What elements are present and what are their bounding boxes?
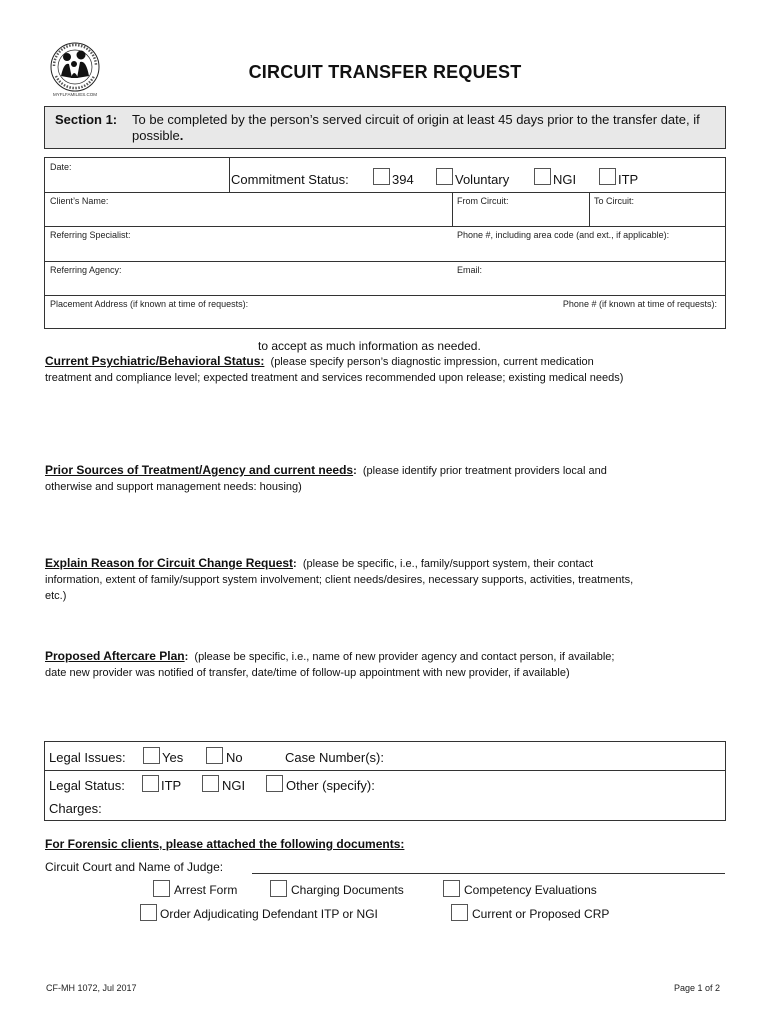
arrest-form-label: Arrest Form <box>174 883 238 897</box>
referring-specialist-field[interactable] <box>45 226 452 261</box>
legal-info-box <box>44 741 726 821</box>
legal-issues-yes-label: Yes <box>162 750 184 765</box>
competency-evaluations-label: Competency Evaluations <box>464 883 597 897</box>
from-circuit-label: From Circuit: <box>457 196 509 206</box>
judge-underline <box>252 873 725 874</box>
judge-label: Circuit Court and Name of Judge: <box>45 860 224 874</box>
psych-status-section: Current Psychiatric/Behavioral Status: (please specify person’s diagnostic impression, current medication treatment and compliance level; expected treatment and services recommended upon release; existing medical needs) <box>45 354 624 384</box>
legal-status-label: Legal Status: <box>49 778 125 793</box>
legal-issues-yes-checkbox[interactable] <box>143 747 160 764</box>
placement-address-label: Placement Address (if known at time of requests): <box>50 299 249 309</box>
phone-field[interactable] <box>452 226 725 261</box>
charging-documents-label: Charging Documents <box>291 883 404 897</box>
referring-agency-label: Referring Agency: <box>50 265 122 275</box>
arrest-form-checkbox[interactable] <box>153 880 170 897</box>
phone-label: Phone #, including area code (and ext., if applicable): <box>457 230 670 240</box>
form-id: CF-MH 1072, Jul 2017 <box>46 983 137 993</box>
placement-phone-field[interactable] <box>525 295 725 329</box>
from-circuit-field[interactable] <box>452 192 589 226</box>
judge-field[interactable] <box>252 856 725 873</box>
charges-field[interactable] <box>115 796 720 820</box>
legal-status-ngi-label: NGI <box>222 778 246 793</box>
section1-instructions: To be completed by the person’s served circuit of origin at least 45 days prior to the transfer date, if possible. <box>132 112 700 143</box>
legal-status-other-label: Other (specify): <box>286 778 375 793</box>
to-circuit-label: To Circuit: <box>594 196 635 206</box>
legal-status-other-checkbox[interactable] <box>266 775 283 792</box>
client-name-label: Client’s Name: <box>50 196 109 206</box>
commitment-ngi-checkbox[interactable] <box>534 168 551 185</box>
placement-phone-label: Phone # (if known at time of requests): <box>562 299 717 309</box>
client-info-grid <box>44 157 726 329</box>
charging-documents-checkbox[interactable] <box>270 880 287 897</box>
psych-status-heading: Current Psychiatric/Behavioral Status: <box>45 354 265 368</box>
commitment-394-checkbox[interactable] <box>373 168 390 185</box>
legal-status-ngi-checkbox[interactable] <box>202 775 219 792</box>
current-crp-checkbox[interactable] <box>451 904 468 921</box>
logo-url: MYFLFAMILIES.COM <box>52 92 98 97</box>
prior-treatment-response-area[interactable] <box>44 498 726 553</box>
date-field[interactable] <box>45 158 229 192</box>
order-adjudicating-checkbox[interactable] <box>140 904 157 921</box>
competency-evaluations-checkbox[interactable] <box>443 880 460 897</box>
psych-status-response-area[interactable] <box>44 390 726 458</box>
date-label: Date: <box>50 162 72 172</box>
charges-label: Charges: <box>49 801 102 816</box>
legal-issues-label: Legal Issues: <box>49 750 126 765</box>
commitment-status-label: Commitment Status: <box>231 172 349 187</box>
commitment-itp-checkbox[interactable] <box>599 168 616 185</box>
transfer-reason-heading: Explain Reason for Circuit Change Request <box>45 556 294 570</box>
current-crp-label: Current or Proposed CRP <box>472 907 610 921</box>
referring-agency-field[interactable] <box>45 261 452 295</box>
transfer-reason-section: Explain Reason for Circuit Change Request: (please be specific, i.e., family/support system, their contact information, extent of family/support system involvement; client needs/desires, necessary supports, activities, treatments, etc.) <box>45 556 634 602</box>
aftercare-plan-response-area[interactable] <box>44 684 726 736</box>
forensic-heading: For Forensic clients, please attached the following documents: <box>45 837 405 851</box>
client-name-field[interactable] <box>45 192 452 226</box>
legal-status-itp-label: ITP <box>161 778 182 793</box>
page-number: Page 1 of 2 <box>673 983 720 993</box>
aftercare-plan-heading: Proposed Aftercare Plan <box>45 649 185 663</box>
legal-issues-no-label: No <box>226 750 243 765</box>
transfer-reason-response-area[interactable] <box>44 606 726 644</box>
order-adjudicating-label: Order Adjudicating Defendant ITP or NGI <box>160 907 378 921</box>
accept-note: to accept as much information as needed. <box>258 339 481 353</box>
prior-treatment-section: Prior Sources of Treatment/Agency and current needs: (please identify prior treatment providers local and otherwise and support management needs: housing) <box>45 463 607 493</box>
legal-status-other-field[interactable] <box>390 772 720 794</box>
commitment-ngi-label: NGI <box>553 172 577 187</box>
email-label: Email: <box>457 265 483 275</box>
page-title: CIRCUIT TRANSFER REQUEST <box>248 62 522 82</box>
referring-specialist-label: Referring Specialist: <box>50 230 131 240</box>
legal-status-itp-checkbox[interactable] <box>142 775 159 792</box>
commitment-394-label: 394 <box>392 172 414 187</box>
commitment-voluntary-checkbox[interactable] <box>436 168 453 185</box>
section1-banner <box>44 106 726 149</box>
legal-issues-no-checkbox[interactable] <box>206 747 223 764</box>
commitment-voluntary-label: Voluntary <box>455 172 510 187</box>
section1-label: Section 1: <box>55 112 118 127</box>
case-number-field[interactable] <box>395 744 720 768</box>
aftercare-plan-section: Proposed Aftercare Plan: (please be specific, i.e., name of new provider agency and contact person, if available; date new provider was notified of transfer, date/time of follow-up appointment with new provider, if available) <box>45 649 615 679</box>
placement-address-field[interactable] <box>45 295 525 329</box>
email-field[interactable] <box>452 261 725 295</box>
commitment-itp-label: ITP <box>618 172 639 187</box>
case-number-label: Case Number(s): <box>285 750 384 765</box>
to-circuit-field[interactable] <box>589 192 725 226</box>
prior-treatment-heading: Prior Sources of Treatment/Agency and current needs <box>45 463 354 477</box>
